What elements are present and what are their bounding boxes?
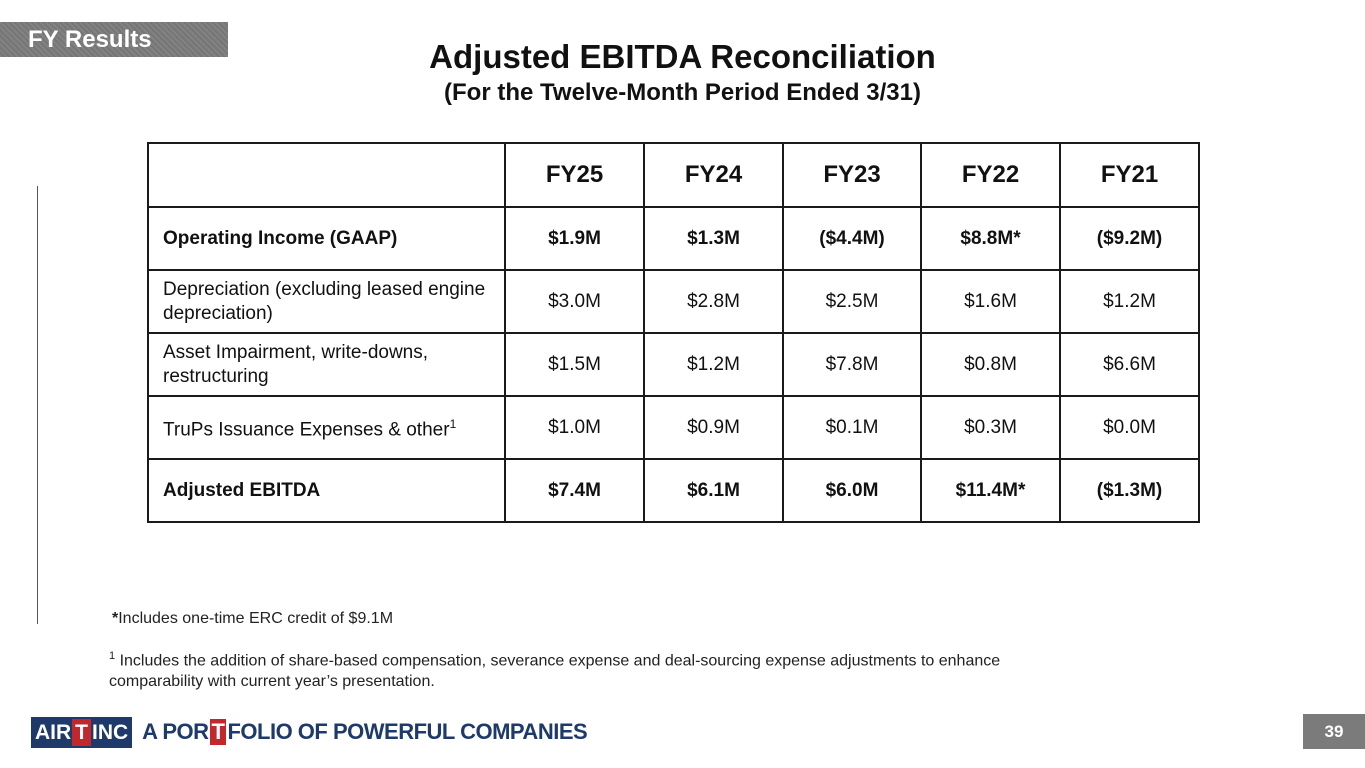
page-title: Adjusted EBITDA Reconciliation	[429, 38, 936, 75]
tagline-part-b: FOLIO OF POWERFUL COMPANIES	[227, 719, 588, 744]
row-label: Adjusted EBITDA	[148, 459, 505, 522]
table-header-cell: FY25	[505, 143, 644, 207]
logo-text-t: T	[72, 719, 91, 746]
table-cell: $11.4M*	[921, 459, 1060, 522]
table-header-cell: FY24	[644, 143, 783, 207]
table-cell: ($4.4M)	[783, 207, 921, 270]
table-header-cell: FY23	[783, 143, 921, 207]
table-cell: $6.1M	[644, 459, 783, 522]
table-cell: $1.5M	[505, 333, 644, 396]
table-header-row	[148, 143, 1199, 207]
table-cell: $1.9M	[505, 207, 644, 270]
table-cell: $3.0M	[505, 270, 644, 333]
table-cell: $1.6M	[921, 270, 1060, 333]
table-header-cell: FY22	[921, 143, 1060, 207]
tagline-t: T	[211, 719, 225, 744]
table-cell: $1.2M	[1060, 270, 1199, 333]
footnote-asterisk: *	[112, 610, 119, 627]
table-header-cell	[148, 143, 505, 207]
side-divider	[37, 186, 38, 624]
table-row	[148, 333, 1199, 396]
footnote-adjustments-text: Includes the addition of share-based compensation, severance expense and deal-sourcing expense adjustments to enhance comparability with current year’s presentation.	[109, 652, 1001, 691]
footnote-number: 1	[109, 650, 116, 662]
table-cell: $0.1M	[783, 396, 921, 459]
row-label: Depreciation (excluding leased engine depreciation)	[148, 270, 505, 333]
table-cell: $7.8M	[783, 333, 921, 396]
table-row	[148, 459, 1199, 522]
row-label	[148, 396, 505, 459]
company-logo	[31, 716, 587, 748]
table-cell: $7.4M	[505, 459, 644, 522]
table-cell: $6.0M	[783, 459, 921, 522]
row-label-text: TruPs Issuance Expenses & other	[163, 419, 450, 441]
table-cell: $0.9M	[644, 396, 783, 459]
table-cell: $8.8M*	[921, 207, 1060, 270]
footnote-erc	[112, 610, 393, 628]
table-row	[148, 207, 1199, 270]
table-cell: $6.6M	[1060, 333, 1199, 396]
footnote-marker: 1	[449, 417, 457, 432]
tagline-part-a: A POR	[142, 719, 209, 744]
table-row	[148, 396, 1199, 459]
table-cell: $2.5M	[783, 270, 921, 333]
logo-tagline	[142, 719, 587, 745]
table-cell: $1.0M	[505, 396, 644, 459]
table-cell: $1.3M	[644, 207, 783, 270]
footnote-adjustments	[109, 646, 1089, 692]
table-cell: ($9.2M)	[1060, 207, 1199, 270]
logo-text-inc: INC	[92, 720, 129, 744]
row-label: Operating Income (GAAP)	[148, 207, 505, 270]
table-cell: $2.8M	[644, 270, 783, 333]
table-header-cell: FY21	[1060, 143, 1199, 207]
airt-logo-mark	[31, 717, 132, 748]
row-label: Asset Impairment, write-downs, restructuring	[148, 333, 505, 396]
page-subtitle: (For the Twelve-Month Period Ended 3/31)	[444, 79, 921, 106]
table-cell: $0.8M	[921, 333, 1060, 396]
table-cell: $0.0M	[1060, 396, 1199, 459]
table-row	[148, 270, 1199, 333]
page-number: 39	[1303, 714, 1365, 749]
ebitda-reconciliation-table	[147, 142, 1200, 523]
footnote-erc-text: Includes one-time ERC credit of $9.1M	[118, 610, 394, 627]
logo-text-air: AIR	[35, 720, 72, 744]
table-cell: ($1.3M)	[1060, 459, 1199, 522]
section-tag: FY Results	[0, 22, 228, 57]
table-cell: $1.2M	[644, 333, 783, 396]
table-cell: $0.3M	[921, 396, 1060, 459]
